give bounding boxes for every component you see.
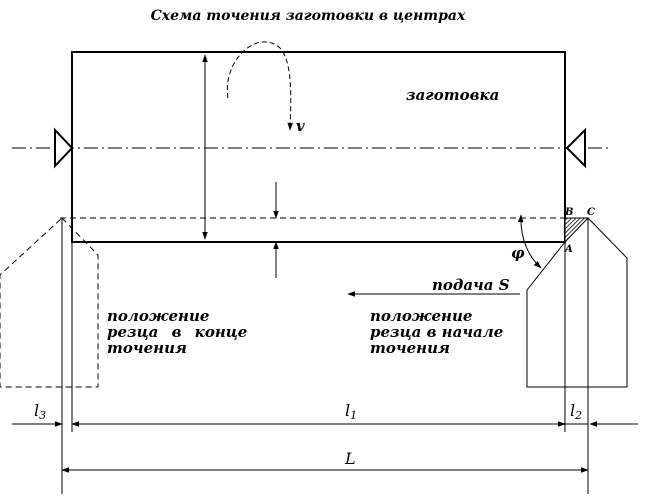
workpiece-body bbox=[72, 52, 565, 242]
start-position-line-3: точения bbox=[370, 339, 450, 357]
start-position-line-1: положение bbox=[370, 307, 473, 325]
speed-label: v bbox=[296, 117, 305, 135]
end-position-line-2: резца в конце bbox=[107, 323, 248, 341]
cutter-start-position bbox=[527, 218, 627, 387]
cutter-end-position bbox=[0, 218, 98, 387]
feed-label: подача S bbox=[432, 276, 510, 294]
start-position-line-2: резца в начале bbox=[370, 323, 504, 341]
dimension-l1-label: l1 bbox=[345, 401, 358, 422]
workpiece-label: заготовка bbox=[406, 86, 500, 104]
angle-label: φ bbox=[511, 244, 525, 262]
dimension-total-label: L bbox=[345, 449, 356, 468]
dimension-l3-label: l3 bbox=[34, 401, 47, 422]
point-c-label: C bbox=[587, 207, 595, 218]
diagram-title: Схема точения заготовки в центрах bbox=[150, 8, 466, 24]
point-b-label: B bbox=[565, 207, 574, 218]
left-center-icon bbox=[55, 130, 72, 166]
end-position-line-1: положение bbox=[107, 307, 210, 325]
dimension-l2-label: l2 bbox=[570, 401, 583, 422]
right-center-icon bbox=[567, 130, 585, 166]
end-position-line-3: точения bbox=[107, 339, 187, 357]
point-a-label: A bbox=[565, 244, 573, 255]
rotation-arrow bbox=[227, 42, 290, 130]
chip-section bbox=[565, 218, 588, 242]
